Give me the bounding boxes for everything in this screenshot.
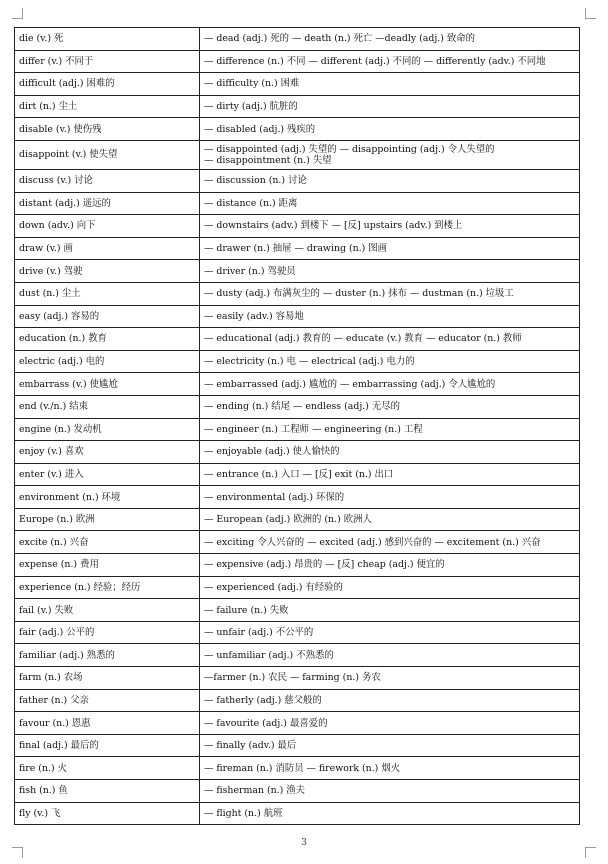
headword-cell: fire (n.) 火 bbox=[15, 757, 200, 780]
headword-cell: difficult (adj.) 困难的 bbox=[15, 73, 200, 96]
headword-cell: end (v./n.) 结束 bbox=[15, 395, 200, 418]
derivative-line: — fireman (n.) 消防员 — firework (n.) 烟火 bbox=[204, 762, 401, 774]
table-row bbox=[15, 373, 580, 396]
headword-cell: expense (n.) 费用 bbox=[15, 554, 200, 577]
table-row bbox=[15, 282, 580, 305]
table-row bbox=[15, 350, 580, 373]
derivatives-cell bbox=[200, 644, 580, 667]
derivative-line: — distance (n.) 距离 bbox=[204, 197, 298, 209]
derivative-line: — dead (adj.) 死的 — death (n.) 死亡 —deadly (adj.) 致命的 bbox=[204, 33, 475, 45]
derivatives-cell bbox=[200, 418, 580, 441]
derivative-line: — drawer (n.) 抽屉 — drawing (n.) 图画 bbox=[204, 243, 388, 255]
derivative-line: — environmental (adj.) 环保的 bbox=[204, 491, 345, 503]
table-row bbox=[15, 237, 580, 260]
table-row bbox=[15, 140, 580, 169]
table-row bbox=[15, 554, 580, 577]
crop-mark-top-left bbox=[12, 8, 23, 19]
vocabulary-table-body bbox=[15, 28, 580, 825]
derivative-line: — disappointed (adj.) 失望的 — disappointing (adj.) 令人失望的 bbox=[204, 143, 495, 155]
headword-cell: disable (v.) 使伤残 bbox=[15, 118, 200, 141]
vocabulary-table bbox=[14, 27, 580, 825]
headword-cell: fish (n.) 鱼 bbox=[15, 780, 200, 803]
derivative-line: — electricity (n.) 电 — electrical (adj.) 电力的 bbox=[204, 356, 415, 368]
table-row bbox=[15, 118, 580, 141]
table-row bbox=[15, 192, 580, 215]
derivatives-cell bbox=[200, 328, 580, 351]
table-row bbox=[15, 463, 580, 486]
headword-cell: enjoy (v.) 喜欢 bbox=[15, 441, 200, 464]
derivatives-cell bbox=[200, 260, 580, 283]
headword-cell: environment (n.) 环境 bbox=[15, 486, 200, 509]
table-row bbox=[15, 328, 580, 351]
derivative-line: —farmer (n.) 农民 — farming (n.) 务农 bbox=[204, 672, 381, 684]
crop-mark-bottom-left bbox=[12, 847, 23, 858]
table-row bbox=[15, 508, 580, 531]
derivatives-cell bbox=[200, 441, 580, 464]
derivatives-cell bbox=[200, 712, 580, 735]
headword-cell: Europe (n.) 欧洲 bbox=[15, 508, 200, 531]
derivative-line: — discussion (n.) 讨论 bbox=[204, 175, 307, 187]
derivatives-cell bbox=[200, 508, 580, 531]
derivatives-cell bbox=[200, 531, 580, 554]
derivatives-cell bbox=[200, 50, 580, 73]
table-row bbox=[15, 757, 580, 780]
table-row bbox=[15, 395, 580, 418]
headword-cell: die (v.) 死 bbox=[15, 28, 200, 51]
derivative-line: — fisherman (n.) 渔夫 bbox=[204, 785, 306, 797]
derivative-line: — finally (adv.) 最后 bbox=[204, 740, 297, 752]
derivatives-cell bbox=[200, 118, 580, 141]
headword-cell: embarrass (v.) 使尴尬 bbox=[15, 373, 200, 396]
table-row bbox=[15, 667, 580, 690]
derivatives-cell bbox=[200, 757, 580, 780]
derivative-line: — fatherly (adj.) 慈父般的 bbox=[204, 694, 322, 706]
headword-cell: favour (n.) 恩惠 bbox=[15, 712, 200, 735]
headword-cell: distant (adj.) 遥远的 bbox=[15, 192, 200, 215]
derivative-line: — experienced (adj.) 有经验的 bbox=[204, 581, 343, 593]
headword-cell: dirt (n.) 尘土 bbox=[15, 95, 200, 118]
derivative-line: — dusty (adj.) 布满灰尘的 — duster (n.) 抹布 — dustman (n.) 垃圾工 bbox=[204, 288, 514, 300]
headword-cell: electric (adj.) 电的 bbox=[15, 350, 200, 373]
derivative-line: — difficulty (n.) 困难 bbox=[204, 78, 300, 90]
derivatives-cell bbox=[200, 395, 580, 418]
derivative-line: — downstairs (adv.) 到楼下 — [反] upstairs (adv.) 到楼上 bbox=[204, 220, 463, 232]
table-row bbox=[15, 28, 580, 51]
derivatives-cell bbox=[200, 463, 580, 486]
derivative-line: — easily (adv.) 容易地 bbox=[204, 310, 304, 322]
table-row bbox=[15, 576, 580, 599]
derivative-line: — favourite (adj.) 最喜爱的 bbox=[204, 717, 328, 729]
table-row bbox=[15, 531, 580, 554]
table-row bbox=[15, 441, 580, 464]
headword-cell: final (adj.) 最后的 bbox=[15, 734, 200, 757]
headword-cell: familiar (adj.) 熟悉的 bbox=[15, 644, 200, 667]
table-row bbox=[15, 621, 580, 644]
derivative-line: — European (adj.) 欧洲的 (n.) 欧洲人 bbox=[204, 514, 372, 526]
derivative-line: — enjoyable (adj.) 使人愉快的 bbox=[204, 446, 340, 458]
table-row bbox=[15, 734, 580, 757]
derivative-line: — failure (n.) 失败 bbox=[204, 604, 289, 616]
derivatives-cell bbox=[200, 215, 580, 238]
derivative-line: — unfair (adj.) 不公平的 bbox=[204, 627, 314, 639]
headword-cell: excite (n.) 兴奋 bbox=[15, 531, 200, 554]
derivatives-cell bbox=[200, 350, 580, 373]
derivatives-cell bbox=[200, 554, 580, 577]
table-row bbox=[15, 599, 580, 622]
crop-mark-bottom-right bbox=[585, 847, 596, 858]
derivatives-cell bbox=[200, 780, 580, 803]
derivative-line: — exciting 令人兴奋的 — excited (adj.) 感到兴奋的 — excitement (n.) 兴奋 bbox=[204, 536, 541, 548]
headword-cell: easy (adj.) 容易的 bbox=[15, 305, 200, 328]
derivative-line: — educational (adj.) 教育的 — educate (v.) 教育 — educator (n.) 教师 bbox=[204, 333, 522, 345]
derivative-line: — entrance (n.) 入口 — [反] exit (n.) 出口 bbox=[204, 468, 394, 480]
headword-cell: fly (v.) 飞 bbox=[15, 802, 200, 825]
table-row bbox=[15, 802, 580, 825]
headword-cell: engine (n.) 发动机 bbox=[15, 418, 200, 441]
derivatives-cell bbox=[200, 576, 580, 599]
headword-cell: down (adv.) 向下 bbox=[15, 215, 200, 238]
table-row bbox=[15, 486, 580, 509]
derivatives-cell bbox=[200, 373, 580, 396]
derivative-line: — dirty (adj.) 肮脏的 bbox=[204, 101, 298, 113]
headword-cell: discuss (v.) 讨论 bbox=[15, 169, 200, 192]
table-row bbox=[15, 644, 580, 667]
table-row bbox=[15, 95, 580, 118]
derivative-line: — disabled (adj.) 残疾的 bbox=[204, 123, 316, 135]
derivatives-cell bbox=[200, 169, 580, 192]
derivatives-cell bbox=[200, 192, 580, 215]
derivatives-cell bbox=[200, 486, 580, 509]
derivatives-cell bbox=[200, 689, 580, 712]
table-row bbox=[15, 260, 580, 283]
derivative-line: — difference (n.) 不同 — different (adj.) 不同的 — differently (adv.) 不同地 bbox=[204, 55, 546, 67]
derivatives-cell bbox=[200, 73, 580, 96]
headword-cell: dust (n.) 尘土 bbox=[15, 282, 200, 305]
derivatives-cell bbox=[200, 667, 580, 690]
headword-cell: education (n.) 教育 bbox=[15, 328, 200, 351]
derivatives-cell bbox=[200, 305, 580, 328]
derivatives-cell bbox=[200, 282, 580, 305]
derivative-line: — flight (n.) 航班 bbox=[204, 807, 283, 819]
crop-mark-top-right bbox=[585, 8, 596, 19]
derivative-line: — engineer (n.) 工程师 — engineering (n.) 工程 bbox=[204, 423, 423, 435]
derivatives-cell bbox=[200, 599, 580, 622]
derivatives-cell bbox=[200, 28, 580, 51]
derivatives-cell bbox=[200, 621, 580, 644]
derivatives-cell bbox=[200, 95, 580, 118]
table-row bbox=[15, 418, 580, 441]
headword-cell: farm (n.) 农场 bbox=[15, 667, 200, 690]
headword-cell: disappoint (v.) 使失望 bbox=[15, 140, 200, 169]
table-row bbox=[15, 215, 580, 238]
derivative-line: — unfamiliar (adj.) 不熟悉的 bbox=[204, 649, 334, 661]
headword-cell: fair (adj.) 公平的 bbox=[15, 621, 200, 644]
derivative-line: — driver (n.) 驾驶员 bbox=[204, 265, 296, 277]
derivatives-cell bbox=[200, 734, 580, 757]
derivative-line: — disappointment (n.) 失望 bbox=[204, 154, 332, 166]
page-number: 3 bbox=[301, 838, 307, 848]
derivative-line: — embarrassed (adj.) 尴尬的 — embarrassing (adj.) 令人尴尬的 bbox=[204, 378, 496, 390]
headword-cell: father (n.) 父亲 bbox=[15, 689, 200, 712]
table-row bbox=[15, 305, 580, 328]
headword-cell: draw (v.) 画 bbox=[15, 237, 200, 260]
table-row bbox=[15, 780, 580, 803]
table-row bbox=[15, 169, 580, 192]
headword-cell: experience (n.) 经验；经历 bbox=[15, 576, 200, 599]
table-row bbox=[15, 689, 580, 712]
table-row bbox=[15, 50, 580, 73]
derivatives-cell bbox=[200, 237, 580, 260]
headword-cell: differ (v.) 不同于 bbox=[15, 50, 200, 73]
derivatives-cell bbox=[200, 140, 580, 169]
headword-cell: drive (v.) 驾驶 bbox=[15, 260, 200, 283]
table-row bbox=[15, 73, 580, 96]
table-row bbox=[15, 712, 580, 735]
derivatives-cell bbox=[200, 802, 580, 825]
derivative-line: — expensive (adj.) 昂贵的 — [反] cheap (adj.) 便宜的 bbox=[204, 559, 445, 571]
headword-cell: enter (v.) 进入 bbox=[15, 463, 200, 486]
derivative-line: — ending (n.) 结尾 — endless (adj.) 无尽的 bbox=[204, 401, 400, 413]
headword-cell: fail (v.) 失败 bbox=[15, 599, 200, 622]
